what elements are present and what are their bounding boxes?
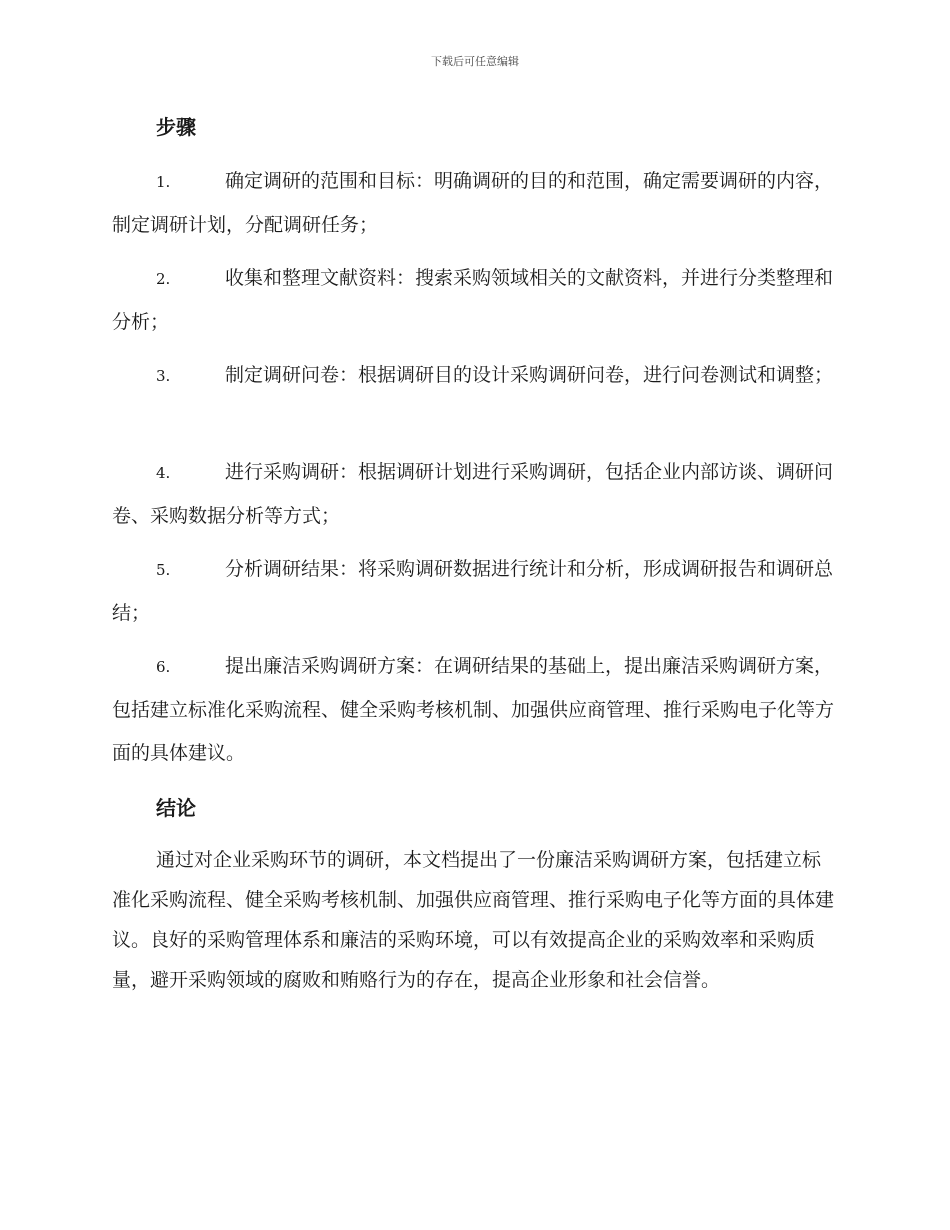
step-item-1 — [112, 160, 837, 247]
step-number: 6. — [156, 658, 171, 676]
steps-heading: 步骤 — [156, 115, 196, 139]
step-number: 5. — [156, 561, 171, 579]
conclusion-paragraph: 通过对企业采购环节的调研，本文档提出了一份廉洁采购调研方案，包括建立标准化采购流程、健全采购考核机制、加强供应商管理、推行采购电子化等方面的具体建议。良好的采购管理体系和廉洁的采购环境，可以有效提高企业的采购效率和采购质量，避开采购领域的腐败和贿赂行为的存在，提高企业形象和社会信誉。 — [112, 849, 835, 991]
step-number: 3. — [156, 367, 171, 385]
conclusion-heading: 结论 — [156, 796, 196, 820]
step-number: 4. — [156, 464, 171, 482]
step-text: 进行采购调研：根据调研计划进行采购调研，包括企业内部访谈、调研问卷、采购数据分析等方式； — [112, 461, 834, 527]
step-number: 1. — [156, 173, 171, 191]
page-header-note: 下载后可任意编辑 — [431, 55, 519, 68]
step-item-2 — [112, 257, 837, 344]
step-text: 分析调研结果：将采购调研数据进行统计和分析，形成调研报告和调研总结； — [112, 558, 834, 624]
step-item-3 — [112, 354, 837, 398]
step-text: 制定调研问卷：根据调研目的设计采购调研问卷，进行问卷测试和调整； — [225, 364, 834, 386]
step-number: 2. — [156, 270, 171, 288]
step-item-4 — [112, 451, 837, 538]
step-item-5 — [112, 548, 837, 635]
step-text: 确定调研的范围和目标：明确调研的目的和范围，确定需要调研的内容，制定调研计划，分配调研任务； — [112, 170, 834, 236]
step-item-6 — [112, 645, 837, 775]
step-text: 收集和整理文献资料：搜索采购领域相关的文献资料，并进行分类整理和分析； — [112, 267, 834, 333]
step-text: 提出廉洁采购调研方案：在调研结果的基础上，提出廉洁采购调研方案，包括建立标准化采购流程、健全采购考核机制、加强供应商管理、推行采购电子化等方面的具体建议。 — [112, 655, 835, 764]
